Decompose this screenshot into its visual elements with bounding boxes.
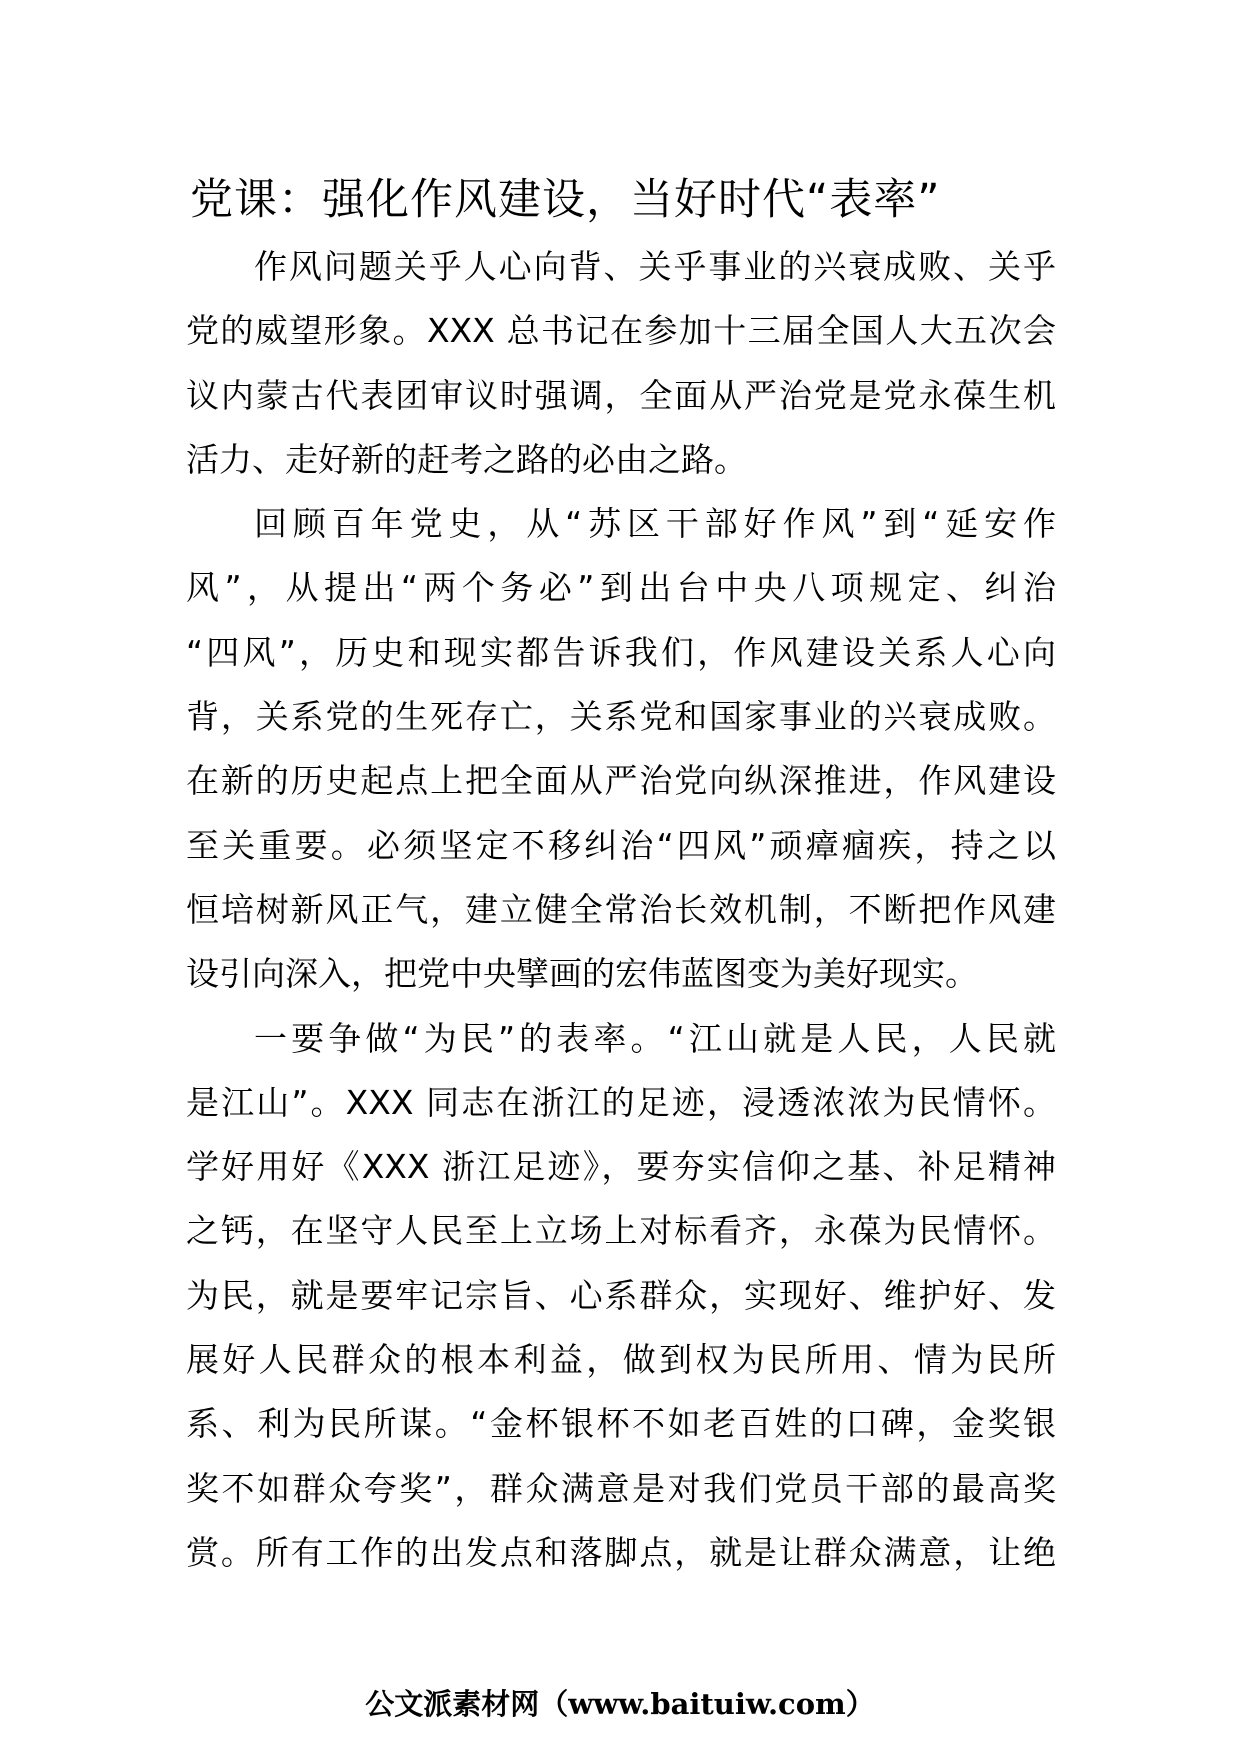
text-line: 作风问题关乎人心向背、关乎事业的兴衰成败、关乎 [254,247,1056,286]
text-line: 学好用好《XXX 浙江足迹》，要夯实信仰之基、补足精神 [186,1147,1056,1187]
document-body [186,235,1056,1585]
text-line: 之钙，在坚守人民至上立场上对标看齐，永葆为民情怀。 [186,1211,1056,1251]
text-line: “四风”，历史和现实都告诉我们，作风建设关系人心向 [186,632,1056,672]
text-line: 为民，就是要牢记宗旨、心系群众，实现好、维护好、发 [186,1275,1056,1315]
text-line: 设引向深入，把党中央擘画的宏伟蓝图变为美好现实。 [186,954,978,994]
text-line: 赏。所有工作的出发点和落脚点，就是让群众满意，让绝 [186,1532,1056,1572]
text-line: 在新的历史起点上把全面从严治党向纵深推进，作风建设 [186,761,1056,801]
text-line: 风”，从提出“两个务必”到出台中央八项规定、纠治 [186,568,1056,608]
page-title: 党课：强化作风建设，当好时代“表率” [190,175,941,225]
text-line: 展好人民群众的根本利益，做到权为民所用、情为民所 [186,1340,1056,1380]
text-line: 回顾百年党史，从“苏区干部好作风”到“延安作 [254,504,1056,544]
text-line: 活力、走好新的赶考之路的必由之路。 [186,439,747,479]
text-line: 恒培树新风正气，建立健全常治长效机制，不断把作风建 [186,889,1056,929]
paragraph-3 [186,1007,1056,1586]
text-line: 至关重要。必须坚定不移纠治“四风”顽瘴痼疾，持之以 [186,825,1056,865]
text-line: 奖不如群众夸奖”，群众满意是对我们党员干部的最高奖 [186,1468,1056,1508]
text-line: 议内蒙古代表团审议时强调，全面从严治党是党永葆生机 [186,375,1056,415]
text-line: 系、利为民所谋。“金杯银杯不如老百姓的口碑，金奖银 [186,1404,1056,1444]
page-footer-watermark: 公文派素材网（www.baituiw.com） [365,1687,875,1721]
text-line: 一要争做“为民”的表率。“江山就是人民，人民就 [254,1018,1056,1058]
text-line: 党的威望形象。XXX 总书记在参加十三届全国人大五次会 [186,311,1056,351]
paragraph-2 [186,492,1056,1006]
paragraph-1 [186,235,1056,492]
text-line: 背，关系党的生死存亡，关系党和国家事业的兴衰成败。 [186,697,1056,737]
text-line: 是江山”。XXX 同志在浙江的足迹，浸透浓浓为民情怀。 [186,1082,1056,1122]
